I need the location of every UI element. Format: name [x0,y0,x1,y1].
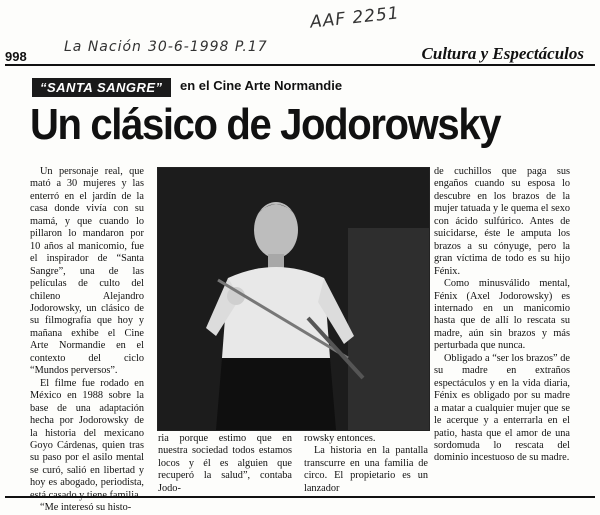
paragraph: Un personaje real, que mató a 30 mujeres y las enterró en el jardín de la casa donde vivía con su mamá, y que cuando lo pillaron lo mandaron por 10 años al manicomio, fue el inspirador de “Santa Sangre”, una de las películas de culto del chileno Alejandro Jodorowsky, un clásico de su filmografía que hoy y mañana exhibe el Cine Arte Normandie en el contexto del ciclo “Mundos perversos”. [30,166,144,377]
paragraph: “Me interesó su histo- [40,502,132,514]
article-column-3 [304,433,428,495]
handwritten-date: 30-6-1998 P.17 [148,39,268,55]
article-column-2 [158,433,292,495]
handwritten-newspaper-name: La Nación [64,39,142,55]
article-column-4 [434,166,570,465]
page-number: 998 [5,49,27,64]
headline: Un clásico de Jodorowsky [30,100,501,149]
paragraph: El filme fue rodado en México en 1988 sobre la base de una adaptación hecha por Jodorowsky de la historia del mexicano Goyo Cárdenas, quien tras su paso por el asilo mental se curó, salió en libertad y hoy es abogado, periodista, está casado y tiene familia. [30,377,144,501]
kicker-venue: en el Cine Arte Normandie [180,78,343,93]
section-name: Cultura y Espectáculos [418,44,588,64]
paragraph: rowsky entonces. [304,433,376,444]
paragraph: ria porque estimo que en nuestra sociedad todos estamos locos y él es alguien que recuperó la salud”, contaba Jodo- [158,433,292,494]
paragraph: de cuchillos que paga sus engaños cuando su esposa lo descubre en los brazos de la mujer tatuada y le quema el sexo con ácido sulfúrico. Antes de suicidarse, éste le amputa los brazos a su cónyuge, pero la gran víctima de todo es su hijo Fénix. [434,166,570,277]
header-rule [5,64,595,66]
paragraph: Obligado a “ser los brazos” de su madre en extraños espectáculos y en la vida diaria, Fénix es obligado por su madre a matar a cualquier mujer que se le acerque y a enterrarla en el patio, hasta que el amor de una sordomuda lo rescata del dominio incestuoso de su madre. [434,352,570,464]
paragraph: La historia en la pantalla transcurre en una familia de circo. El propietario es un lanzador [304,445,428,494]
paragraph: Como minusválido mental, Fénix (Axel Jodorowsky) es internado en un manicomio hasta que de allí lo rescata su madre, aún sin brazos y más perturbada que nunca. [434,278,570,352]
bottom-rule [5,496,595,498]
film-still-photo [157,167,430,431]
article-column-1 [30,166,144,515]
kicker-film-title: “SANTA SANGRE” [32,78,171,97]
film-still-illustration [158,168,429,430]
handwritten-archive-reference: AAF 2251 [309,3,401,33]
